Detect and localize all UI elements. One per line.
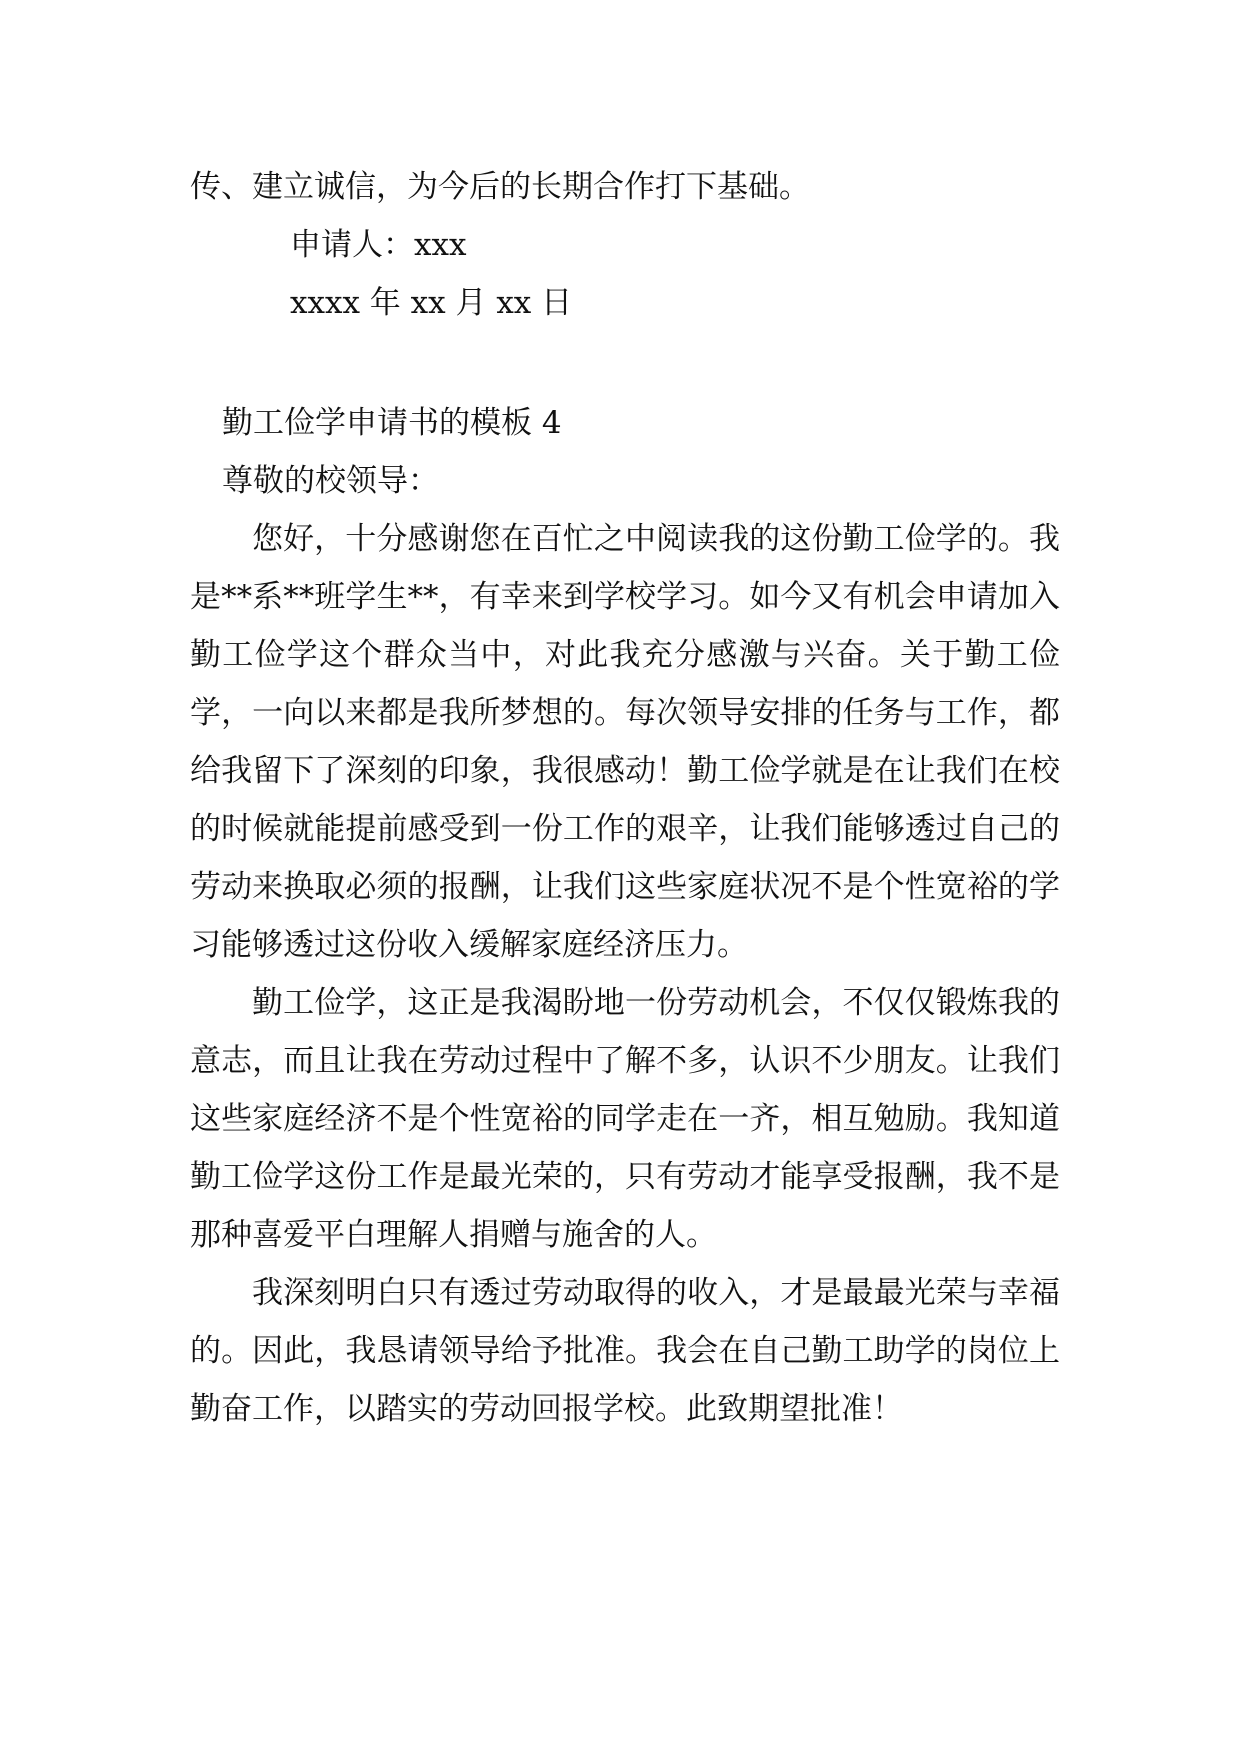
continuation-line: 传、建立诚信，为今后的长期合作打下基础。 (190, 169, 810, 205)
date-line: xxxx 年 xx 月 xx 日 (290, 285, 573, 321)
salutation: 尊敬的校领导： (222, 463, 439, 499)
paragraph-1: 您好，十分感谢您在百忙之中阅读我的这份勤工俭学的。我是**系**班学生**，有幸来到学校学习。如今又有机会申请加入勤工俭学这个群众当中，对此我充分感激与兴奋。关于勤工俭学，一向以来都是我所梦想的。每次领导安排的任务与工作，都给我留下了深刻的印象，我很感动！勤工俭学就是在让我们在校的时候就能提前感受到一份工作的艰辛，让我们能够透过自己的劳动来换取必须的报酬，让我们这些家庭状况不是个性宽裕的学习能够透过这份收入缓解家庭经济压力。 (190, 521, 1060, 963)
paragraph-2: 勤工俭学，这正是我渴盼地一份劳动机会，不仅仅锻炼我的意志，而且让我在劳动过程中了解不多，认识不少朋友。让我们这些家庭经济不是个性宽裕的同学走在一齐，相互勉励。我知道勤工俭学这份工作是最光荣的，只有劳动才能享受报酬，我不是那种喜爱平白理解人捐赠与施舍的人。 (190, 985, 1060, 1253)
section-gap (190, 332, 1060, 394)
section-title: 勤工俭学申请书的模板 4 (222, 405, 562, 441)
applicant-line: 申请人：xxx (290, 227, 467, 263)
document-body (190, 158, 1060, 1438)
paragraph-3: 我深刻明白只有透过劳动取得的收入，才是最最光荣与幸福的。因此，我恳请领导给予批准。我会在自己勤工助学的岗位上勤奋工作，以踏实的劳动回报学校。此致期望批准！ (190, 1275, 1060, 1427)
